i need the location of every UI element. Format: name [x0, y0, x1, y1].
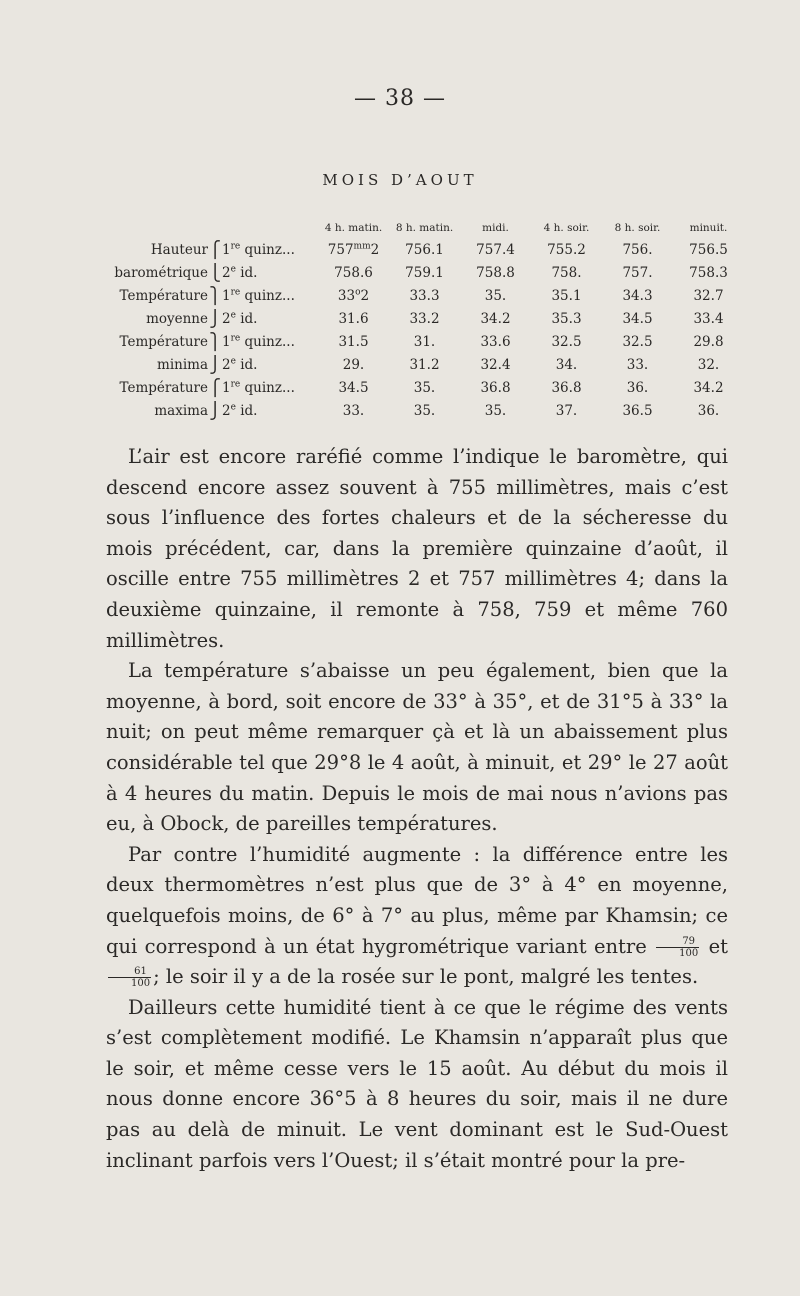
- table-row: [96, 238, 744, 261]
- column-header: 4 h. matin.: [324, 222, 383, 234]
- table-cell: 33.2: [409, 310, 440, 327]
- group-label: Température: [119, 287, 208, 304]
- table-row: [96, 330, 744, 353]
- table-cell: 32.5: [551, 333, 582, 350]
- page-number: — 38 —: [354, 86, 446, 111]
- table-cell: 34.2: [693, 379, 724, 396]
- brace-bottom: ⎩: [209, 263, 221, 282]
- group-label: moyenne: [146, 310, 208, 327]
- brace-top: ⎫: [209, 286, 221, 305]
- quinzaine-label: 1re quinz...: [222, 287, 295, 304]
- header-empty: [96, 218, 208, 238]
- brace-top: ⎫: [209, 332, 221, 351]
- table-cell: 756.5: [689, 241, 728, 258]
- table-cell: 36.8: [480, 379, 511, 396]
- section-title: MOIS D’AOUT: [322, 171, 478, 189]
- table-cell: 33.: [342, 402, 365, 419]
- table-cell: 756.1: [405, 241, 444, 258]
- table-cell: 35.: [484, 287, 507, 304]
- column-header: minuit.: [689, 222, 728, 234]
- group-label: maxima: [154, 402, 208, 419]
- quinzaine-label: 2e id.: [222, 402, 258, 419]
- quinzaine-label: 2e id.: [222, 356, 258, 373]
- table-cell: 35.3: [551, 310, 582, 327]
- paragraph: [106, 840, 728, 993]
- quinzaine-label: 2e id.: [222, 264, 258, 281]
- observations-table-wrap: [96, 218, 744, 422]
- paragraph-text: ; le soir il y a de la rosée sur le pont, malgré les tentes.: [153, 965, 699, 989]
- table-cell: 29.8: [693, 333, 724, 350]
- group-label: minima: [157, 356, 208, 373]
- quinzaine-label: 1re quinz...: [222, 379, 295, 396]
- table-row: [96, 307, 744, 330]
- table-cell: 29.: [342, 356, 365, 373]
- quinzaine-label: 1re quinz...: [222, 333, 295, 350]
- table-row: [96, 376, 744, 399]
- header-empty: [208, 218, 222, 238]
- group-label: Température: [119, 379, 208, 396]
- brace-top: ⎧: [209, 240, 221, 259]
- column-header: midi.: [482, 222, 509, 234]
- paragraph: Dailleurs cette humidité tient à ce que le régime des vents s’est complètement modifié. Le Khamsin n’apparaît plus que le soir, et même cesse vers le 15 août. Au début du mois il nous donne encore 36°5 à 8 heures du soir, mais il ne dure pas au delà de minuit. Le vent dominant est le Sud-Ouest inclinant parfois vers l’Ouest; il s’était montré pour la pre-: [106, 995, 728, 1172]
- table-cell: 33.3: [409, 287, 440, 304]
- table-cell: 31.5: [338, 333, 369, 350]
- table-cell: 757.: [622, 264, 653, 281]
- table-cell: 759.1: [405, 264, 444, 281]
- brace-bottom: ⎭: [209, 355, 221, 374]
- table-row: [96, 399, 744, 422]
- table-cell: 32.7: [693, 287, 724, 304]
- table-cell: 31.: [413, 333, 436, 350]
- brace-top: ⎧: [209, 378, 221, 397]
- table-cell: 35.: [484, 402, 507, 419]
- table-cell: 35.: [413, 402, 436, 419]
- table-cell: 34.5: [338, 379, 369, 396]
- table-cell: 32.5: [622, 333, 653, 350]
- group-label: Hauteur: [150, 241, 208, 258]
- table-cell: 758.6: [334, 264, 373, 281]
- table-cell: 36.8: [551, 379, 582, 396]
- observations-table: [96, 218, 744, 422]
- fraction: [108, 966, 151, 989]
- fraction-numerator: 61: [108, 966, 151, 978]
- brace-bottom: ⎭: [209, 401, 221, 420]
- table-cell: 756.: [622, 241, 653, 258]
- column-header: 8 h. matin.: [395, 222, 454, 234]
- brace-bottom: ⎭: [209, 309, 221, 328]
- column-header: 4 h. soir.: [543, 222, 590, 234]
- table-cell: 758.8: [476, 264, 515, 281]
- table-cell: 755.2: [547, 241, 586, 258]
- table-cell: 758.3: [689, 264, 728, 281]
- table-cell: 32.4: [480, 356, 511, 373]
- table-cell: 35.1: [551, 287, 582, 304]
- paragraph: L’air est encore raréfié comme l’indique le baromètre, qui descend encore assez souvent à 755 millimètres, mais c’est sous l’influence des fortes chaleurs et de la sécheresse du mois précédent, car, dans la première quinzaine d’août, il oscille entre 755 millimètres 2 et 757 millimètres 4; dans la deuxième quinzaine, il remonte à 758, 759 et même 760 millimètres.: [106, 445, 728, 652]
- table-cell: 33.4: [693, 310, 724, 327]
- table-cell: 33.: [626, 356, 649, 373]
- group-label: barométrique: [114, 264, 208, 281]
- table-cell: 34.5: [622, 310, 653, 327]
- fraction-numerator: 79: [656, 936, 699, 948]
- table-cell: 34.: [555, 356, 578, 373]
- group-label: Température: [119, 333, 208, 350]
- table-cell: 37.: [555, 402, 578, 419]
- table-cell: 34.2: [480, 310, 511, 327]
- table-cell: 757.4: [476, 241, 515, 258]
- quinzaine-label: 2e id.: [222, 310, 258, 327]
- table-row: [96, 353, 744, 376]
- table-cell: 36.: [626, 379, 649, 396]
- quinzaine-label: 1re quinz...: [222, 241, 295, 258]
- paragraph-text: et: [708, 934, 729, 958]
- table-cell: 36.: [697, 402, 720, 419]
- table-cell: 758.: [551, 264, 582, 281]
- table-cell: $757^{mm}2$: [327, 241, 380, 258]
- table-header-row: [96, 218, 744, 238]
- table-cell: 31.2: [409, 356, 440, 373]
- fraction-denominator: 100: [131, 978, 151, 990]
- table-cell: 35.: [413, 379, 436, 396]
- table-row: [96, 261, 744, 284]
- table-cell: 33.6: [480, 333, 511, 350]
- column-header: 8 h. soir.: [614, 222, 661, 234]
- table-row: [96, 284, 744, 307]
- table-cell: 32.: [697, 356, 720, 373]
- paragraph-text: Par contre l’humidité augmente : la différence entre les deux thermomètres n’est plus que de 3° à 4° en moyenne, quelquefois moins, de 6° à 7° au plus, même par Khamsin; ce qui correspond à un état hygrométrique variant entre: [106, 842, 728, 958]
- fraction: [656, 936, 699, 959]
- table-cell: 31.6: [338, 310, 369, 327]
- paragraph: La température s’abaisse un peu également, bien que la moyenne, à bord, soit encore de 33° à 35°, et de 31°5 à 33° la nuit; on peut même remarquer çà et là un abaissement plus considérable tel que 29°8 le 4 août, à minuit, et 29° le 27 août à 4 heures du matin. Depuis le mois de mai nous n’avions pas eu, à Obock, de pareilles températures.: [106, 659, 728, 836]
- table-cell: 33$^o$2: [337, 287, 370, 304]
- table-cell: 36.5: [622, 402, 653, 419]
- body-text: [106, 442, 728, 1176]
- table-cell: 34.3: [622, 287, 653, 304]
- fraction-denominator: 100: [679, 947, 699, 959]
- header-empty: [222, 218, 318, 238]
